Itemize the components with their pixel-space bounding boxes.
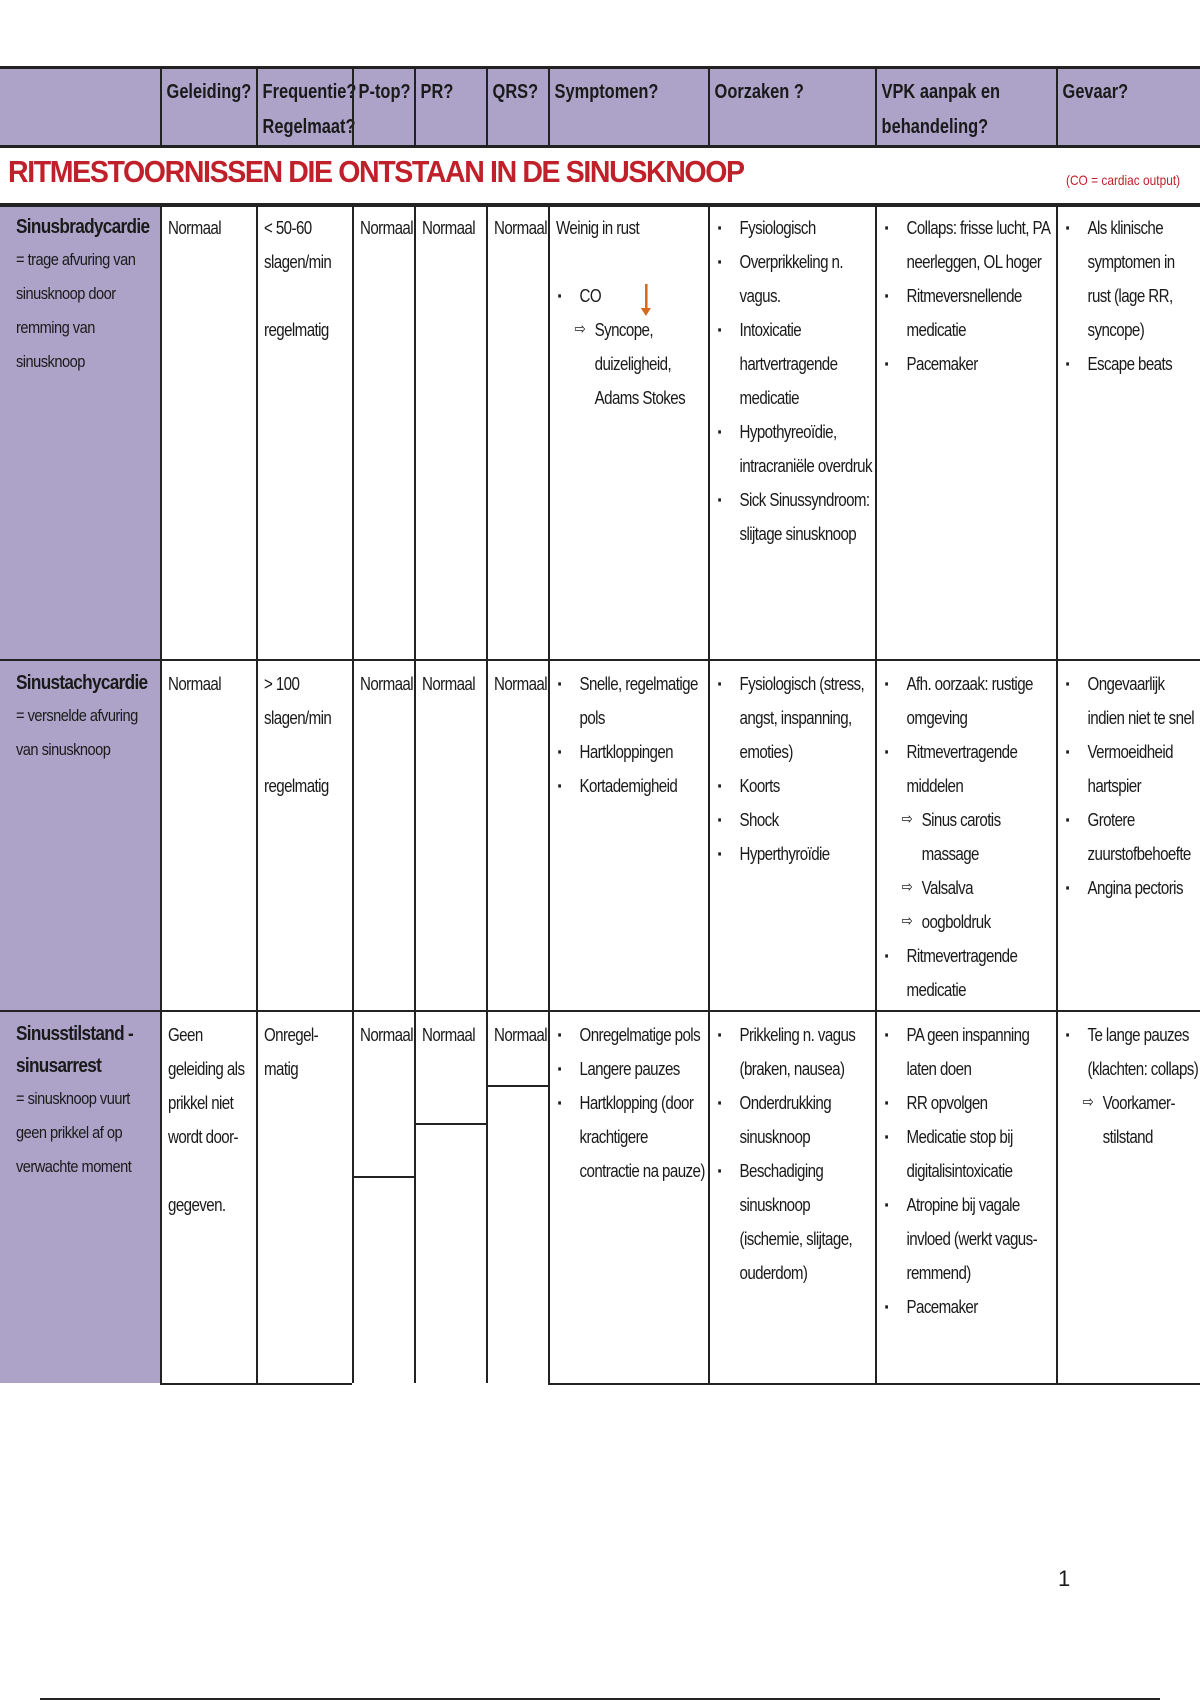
list-item-text: Syncope, duizeligheid, Adams Stokes bbox=[594, 320, 686, 408]
list-item bbox=[883, 279, 1056, 347]
list-item-text: Sinus carotis massage bbox=[921, 810, 1001, 864]
list-item-text: Beschadiging sinusknoop (ischemie, slijtage, ouderdom) bbox=[739, 1161, 853, 1283]
row-definition: = versnelde afvuring van sinusknoop bbox=[16, 706, 138, 759]
list-item-text: Hartkloppingen bbox=[579, 742, 673, 762]
cell-text: Onregel- matig bbox=[264, 1025, 319, 1079]
list-item bbox=[883, 1290, 1056, 1324]
list-item bbox=[556, 667, 708, 735]
list-item bbox=[1064, 871, 1200, 905]
list-item bbox=[1064, 211, 1200, 347]
row-title: Sinusstilstand - sinusarrest bbox=[16, 1023, 134, 1077]
row-header bbox=[0, 1010, 160, 1383]
grid-line bbox=[160, 66, 162, 148]
list-item bbox=[716, 769, 875, 803]
list-item bbox=[556, 1018, 708, 1052]
list-item-text: Hyperthyroïdie bbox=[739, 844, 830, 864]
list-item-text: Afh. oorzaak: rustige omgeving bbox=[906, 674, 1033, 728]
header-geleiding: Geleiding? bbox=[166, 81, 252, 103]
grid-line bbox=[708, 203, 710, 1383]
grid-line bbox=[875, 66, 877, 148]
grid-line bbox=[0, 205, 1200, 207]
list-item bbox=[716, 667, 875, 769]
cell-text: Normaal bbox=[360, 218, 414, 238]
list-item bbox=[556, 735, 708, 769]
cell-text: Normaal bbox=[168, 218, 222, 238]
list-item bbox=[556, 279, 708, 313]
list-item bbox=[883, 803, 1056, 871]
list-item bbox=[883, 1188, 1056, 1290]
list-item bbox=[883, 1120, 1056, 1188]
grid-line bbox=[548, 1383, 1200, 1385]
list-item-text: Medicatie stop bij digitalisintoxicatie bbox=[906, 1127, 1013, 1181]
cell-text: Normaal bbox=[360, 1025, 414, 1045]
list-item-text: Voorkamer-stilstand bbox=[1102, 1093, 1175, 1147]
cell-gevaar bbox=[1056, 659, 1200, 1010]
page-number: 1 bbox=[1058, 1566, 1071, 1591]
cell-text: Normaal bbox=[494, 218, 548, 238]
list-item-text: Escape beats bbox=[1087, 354, 1173, 374]
grid-line bbox=[414, 1123, 486, 1125]
header-p-top: P-top? bbox=[358, 81, 411, 103]
list-item-text: Ongevaarlijk indien niet te snel bbox=[1087, 674, 1195, 728]
grid-line bbox=[486, 66, 488, 148]
row-header bbox=[0, 203, 160, 659]
list-item-text: Angina pectoris bbox=[1087, 878, 1183, 898]
list-item bbox=[716, 837, 875, 871]
list-item bbox=[883, 735, 1056, 803]
grid-line bbox=[486, 203, 488, 1383]
grid-line bbox=[548, 203, 550, 1383]
list-item-text: Onderdrukking sinusknoop bbox=[739, 1093, 832, 1147]
grid-line bbox=[352, 66, 354, 148]
list-item bbox=[1064, 347, 1200, 381]
list-item-text: Pacemaker bbox=[906, 354, 978, 374]
list-item-text: Prikkeling n. vagus (braken, nausea) bbox=[739, 1025, 856, 1079]
grid-line bbox=[708, 66, 710, 148]
list-item-text: Grotere zuurstofbehoefte bbox=[1087, 810, 1191, 864]
list-item-text: Fysiologisch bbox=[739, 218, 816, 238]
cell-text: Normaal bbox=[494, 1025, 548, 1045]
cell-text: Normaal bbox=[360, 674, 414, 694]
cell-text: < 50-60 slagen/min regelmatig bbox=[264, 218, 332, 340]
list-item-text: Sick Sinussyndroom: slijtage sinusknoop bbox=[739, 490, 870, 544]
list-item bbox=[716, 1018, 875, 1086]
grid-line bbox=[1056, 203, 1058, 1383]
list-item-text: Atropine bij vagale invloed (werkt vagus-remmend) bbox=[906, 1195, 1038, 1283]
list-item-text: Hartklopping (door krachtigere contractie na pauze) bbox=[579, 1093, 705, 1181]
list-item-text: RR opvolgen bbox=[906, 1093, 988, 1113]
list-item bbox=[716, 245, 875, 313]
list-item-text: Valsalva bbox=[921, 878, 973, 898]
list-item bbox=[883, 1086, 1056, 1120]
list-item-text: Snelle, regelmatige pols bbox=[579, 674, 698, 728]
list-item bbox=[716, 483, 875, 551]
list-item-text: Intoxicatie hartvertragende medicatie bbox=[739, 320, 838, 408]
list-item-text: Fysiologisch (stress, angst, inspanning, emoties) bbox=[739, 674, 865, 762]
cell-text: Normaal bbox=[494, 674, 548, 694]
header-gevaar: Gevaar? bbox=[1062, 81, 1129, 103]
list-item bbox=[883, 667, 1056, 735]
list-item bbox=[883, 1018, 1056, 1086]
list-item bbox=[716, 1086, 875, 1154]
header-qrs: QRS? bbox=[492, 81, 539, 103]
grid-line bbox=[352, 1176, 414, 1178]
list-item-text: Koorts bbox=[739, 776, 780, 796]
list-item bbox=[716, 1154, 875, 1290]
grid-line bbox=[256, 203, 258, 1383]
list-item bbox=[556, 1052, 708, 1086]
cell-text: Normaal bbox=[168, 674, 222, 694]
list-item-text: Ritmevertragende medicatie bbox=[906, 946, 1018, 1000]
list-item bbox=[1064, 735, 1200, 803]
grid-line bbox=[160, 203, 162, 1383]
list-item bbox=[716, 313, 875, 415]
grid-line bbox=[256, 66, 258, 148]
cell-gevaar bbox=[1056, 1010, 1200, 1383]
list-item bbox=[716, 803, 875, 837]
row-definition: = trage afvuring van sinusknoop door remming van sinusknoop bbox=[16, 250, 136, 371]
row-title: Sinustachycardie bbox=[16, 672, 148, 694]
list-item-text: Vermoeidheid hartspier bbox=[1087, 742, 1173, 796]
cell-text: Normaal bbox=[422, 674, 476, 694]
co-note: (CO = cardiac output) bbox=[1066, 172, 1181, 188]
header-pr: PR? bbox=[420, 81, 454, 103]
list-item-text: Pacemaker bbox=[906, 1297, 978, 1317]
symptom-intro: Weinig in rust bbox=[556, 218, 640, 238]
row-definition: = sinusknoop vuurt geen prikkel af op verwachte moment bbox=[16, 1089, 132, 1176]
section-title: RITMESTOORNISSEN DIE ONTSTAAN IN DE SINUSKNOOP bbox=[8, 154, 744, 189]
row-title: Sinusbradycardie bbox=[16, 216, 150, 238]
header-symptomen: Symptomen? bbox=[554, 81, 659, 103]
grid-line bbox=[414, 203, 416, 1383]
list-item-text: Ritmevertragende middelen bbox=[906, 742, 1018, 796]
grid-line bbox=[486, 1085, 548, 1087]
list-item bbox=[556, 313, 708, 415]
arrow-down-icon bbox=[645, 284, 648, 310]
header-oorzaken: Oorzaken ? bbox=[714, 81, 804, 103]
list-item bbox=[1064, 1086, 1200, 1154]
cell-text: Normaal bbox=[422, 218, 476, 238]
grid-line bbox=[160, 1383, 352, 1385]
list-item-text: Collaps: frisse lucht, PA neerleggen, OL hoger bbox=[906, 218, 1050, 272]
list-item bbox=[883, 347, 1056, 381]
list-item-text: Onregelmatige pols bbox=[579, 1025, 701, 1045]
list-item bbox=[1064, 1018, 1200, 1086]
list-item bbox=[556, 1086, 708, 1188]
grid-line bbox=[0, 1010, 1200, 1012]
list-item bbox=[883, 939, 1056, 1007]
list-item bbox=[883, 871, 1056, 905]
list-item bbox=[883, 211, 1056, 279]
grid-line bbox=[352, 203, 354, 1383]
cell-text: Normaal bbox=[422, 1025, 476, 1045]
grid-line bbox=[414, 66, 416, 148]
list-item bbox=[1064, 803, 1200, 871]
list-item bbox=[883, 905, 1056, 939]
grid-line bbox=[0, 659, 1200, 661]
list-item-text: Kortademigheid bbox=[579, 776, 678, 796]
list-item-text: Te lange pauzes (klachten: collaps) bbox=[1087, 1025, 1199, 1079]
cell-gevaar bbox=[1056, 203, 1200, 659]
list-item-text: PA geen inspanning laten doen bbox=[906, 1025, 1030, 1079]
list-item bbox=[1064, 667, 1200, 735]
cell-text: Geen geleiding als prikkel niet wordt door- gegeven. bbox=[168, 1025, 245, 1215]
list-item-text: Ritmeversnellende medicatie bbox=[906, 286, 1022, 340]
cell-text: > 100 slagen/min regelmatig bbox=[264, 674, 332, 796]
list-item-text: Overprikkeling n. vagus. bbox=[739, 252, 843, 306]
list-item bbox=[716, 415, 875, 483]
grid-line bbox=[548, 66, 550, 148]
list-item-text: oogboldruk bbox=[921, 912, 991, 932]
list-item-text: Shock bbox=[739, 810, 779, 830]
grid-line bbox=[1056, 66, 1058, 148]
row-header bbox=[0, 659, 160, 1010]
list-item bbox=[556, 769, 708, 803]
header-vpk-aanpak: VPK aanpak en behandeling? bbox=[881, 81, 1001, 138]
header-frequentie-regelmaat: Frequentie? Regelmaat? bbox=[262, 81, 357, 138]
list-item bbox=[716, 211, 875, 245]
grid-line bbox=[875, 203, 877, 1383]
list-item-text: Hypothyreoïdie, intracraniële overdruk bbox=[739, 422, 872, 476]
list-item-text: Langere pauzes bbox=[579, 1059, 680, 1079]
list-item-text: CO bbox=[579, 286, 602, 306]
list-item-text: Als klinische symptomen in rust (lage RR, syncope) bbox=[1087, 218, 1175, 340]
